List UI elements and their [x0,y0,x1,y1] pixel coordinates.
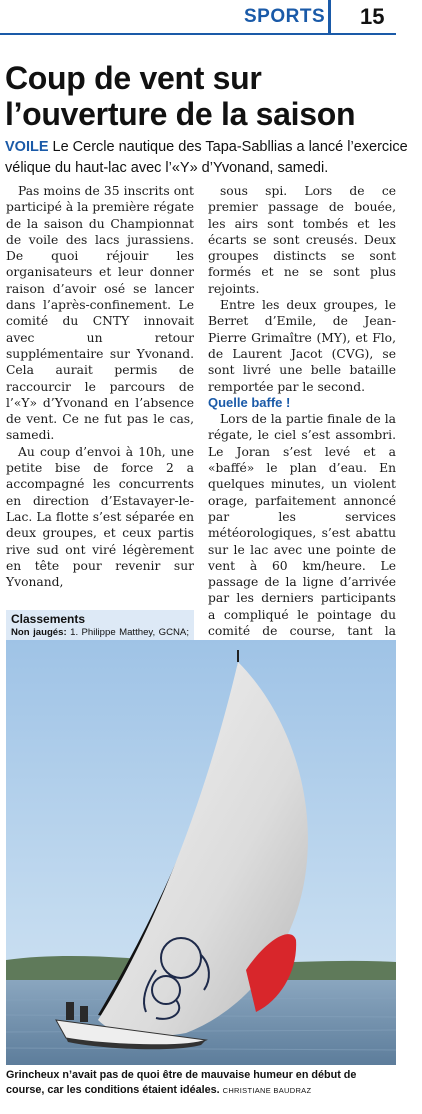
body-paragraph: sous spi. Lors de ce premier passage de bouée, les airs sont tombés et les écarts se sont creusés. Deux groupes distincts se sont formés et ne se sont plus rejoints. [208,184,396,296]
lede-text: Le Cercle nautique des Tapa-Sabllias a lancé l’exercice vélique du haut-lac avec l’«Y» d’Yvonand, samedi. [5,139,408,176]
header-divider [328,0,331,34]
photo-credit: CHRISTIANE BAUDRAZ [222,1085,312,1095]
header-rule [0,33,396,35]
section-label: SPORTS [244,6,326,27]
page-header [0,0,422,34]
title-line-1: Coup de vent sur [5,60,262,96]
body-paragraph: Lors de la partie finale de la régate, le ciel s’est assombri. Le Joran s’est levé et a «baffé» le plan d’eau. En quelques minutes, un violent orage, parfaitement annoncé par les services météorologiques, s’est abattu sur le lac avec une pointe de vent à 60 km/heure. Le passage de la ligne d’arrivée par les derniers participants a compliqué le pointage du comité de course, tant la [208,412,396,639]
caption-text: Grincheux n’avait pas de quoi être de mauvaise humeur en début de course, car les conditions étaient idéales. [6,1069,357,1096]
article-column-1 [6,183,194,590]
results-label: Non jaugés: [11,627,67,639]
article-photo [6,640,396,1065]
body-paragraph: Au coup d’envoi à 10h, une petite bise de force 2 a accompagné les concurrents en direction d’Estavayer-le-Lac. La flotte s’est séparée en deux groupes, et ceux partis rive sud ont viré légèrement en tête pour revenir sur Yvonand, [6,444,194,590]
subheading: Quelle baffe ! [208,394,291,410]
results-title: Classements [11,612,86,626]
article-lede [5,137,417,179]
title-line-2: l’ouverture de la saison [5,96,356,132]
sailboat-image [6,640,396,1065]
results-text: 1. Philippe Matthey, GCNA; [70,627,189,639]
kicker: VOILE [5,139,49,155]
article-title [5,60,415,132]
photo-caption [6,1068,396,1098]
page-number: 15 [360,4,385,29]
body-paragraph: Pas moins de 35 inscrits ont participé à la première régate de la saison du Championnat de voile des lacs jurassiens. De quoi réjouir les organisateurs et leur donner raison d’avoir osé se lancer dans l’après-confinement. Le comité du CNTY innovait avec un retour supplémentaire sur Yvonand. Cela aurait permis de raccourcir le parcours de l’«Y» d’Yvonand en l’absence de vent. Ce ne fut pas le cas, samedi. [6,184,194,443]
body-paragraph: Entre les deux groupes, le Berret d’Emile, de Jean-Pierre Grimaître (MY), et Flo, de Laurent Jacot (CVG), se sont livré une belle bataille remportée par le second. [208,298,396,394]
